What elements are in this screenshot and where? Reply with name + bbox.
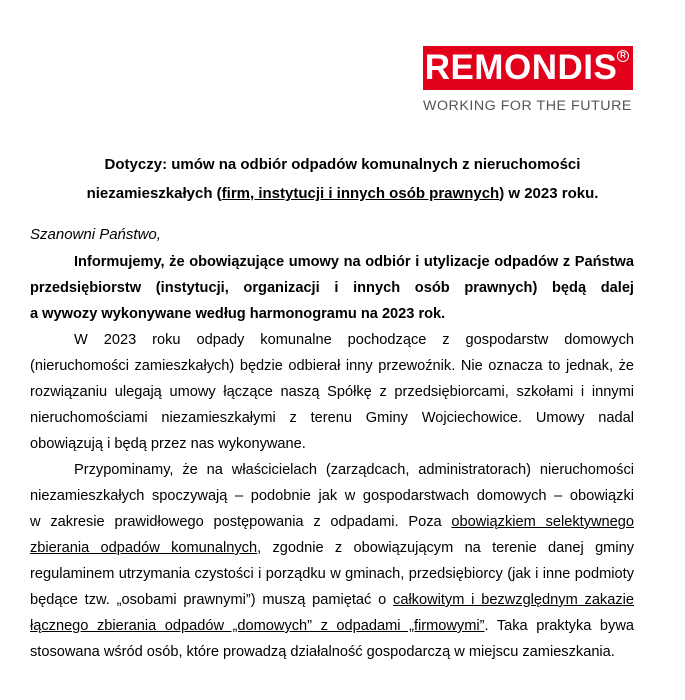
paragraph-line: będące tzw. „osobami prawnymi”) muszą pamiętać o całkowitym i bezwzględnym zakazie	[30, 592, 634, 608]
paragraph-line: (nieruchomości zamieszkałych) będzie odbierał inny przewoźnik. Nie oznacza to jednak, że	[30, 358, 634, 374]
subject-line-2: niezamieszkałych (firm, instytucji i innych osób prawnych) w 2023 roku.	[86, 185, 599, 202]
subject-line-1: Dotyczy: umów na odbiór odpadów komunalnych z nieruchomości	[104, 156, 581, 173]
paragraph-line: rozwiązaniu ulegają umowy łączące naszą Spółkę z przedsiębiorcami, szkołami i innymi	[30, 384, 634, 400]
salutation: Szanowni Państwo,	[30, 226, 161, 243]
paragraph-line: niezamieszkałych spoczywają – podobnie jak w gospodarstwach domowych – obowiązki	[30, 488, 634, 504]
intro-line: a wywozy wykonywane według harmonogramu na 2023 rok.	[30, 306, 446, 322]
underlined-phrase: zbierania odpadów komunalnych	[30, 540, 258, 556]
logo-badge	[423, 46, 633, 90]
subject-underlined: firm, instytucji i innych osób prawnych	[221, 185, 500, 202]
paragraph-line: regulaminem utrzymania czystości i porządku w gminach, przedsiębiorcy (jak i inne podmioty	[30, 566, 634, 582]
underlined-phrase: łącznego zbierania odpadów „domowych” z odpadami „firmowymi”	[30, 618, 485, 634]
paragraph-line: łącznego zbierania odpadów „domowych” z odpadami „firmowymi”. Taka praktyka bywa	[30, 618, 634, 634]
paragraph-line: zbierania odpadów komunalnych, zgodnie z obowiązującym na terenie danej gminy	[30, 540, 634, 556]
intro-line: Informujemy, że obowiązujące umowy na odbiór i utylizacje odpadów z Państwa	[74, 254, 634, 270]
intro-paragraph	[30, 249, 634, 327]
underlined-phrase: całkowitym i bezwzględnym zakazie	[393, 592, 634, 608]
paragraph-carrier-change	[30, 327, 634, 457]
paragraph-line: W 2023 roku odpady komunalne pochodzące z gospodarstw domowych	[74, 332, 634, 348]
registered-mark-icon: R	[617, 50, 629, 62]
paragraph-line: stosowana wśród osób, które prowadzą działalność gospodarczą w miejscu zamieszkania.	[30, 644, 615, 660]
intro-line: przedsiębiorstw (instytucji, organizacji i innych osób prawnych) będą dalej	[30, 280, 634, 296]
paragraph-line: obowiązują i będą przez nas wykonywane.	[30, 436, 306, 452]
logo-slogan: WORKING FOR THE FUTURE	[423, 98, 632, 114]
logo-brand-text: REMONDIS	[424, 48, 618, 87]
paragraph-line: w zakresie prawidłowego postępowania z odpadami. Poza obowiązkiem selektywnego	[30, 514, 634, 530]
paragraph-line: nieruchomościami niezamieszkałymi z terenu Gminy Wojciechowice. Umowy nadal	[30, 410, 634, 426]
letter-subject	[40, 150, 645, 208]
underlined-phrase: obowiązkiem selektywnego	[451, 514, 634, 530]
paragraph-line: Przypominamy, że na właścicielach (zarządcach, administratorach) nieruchomości	[74, 462, 634, 478]
paragraph-obligations	[30, 457, 634, 665]
